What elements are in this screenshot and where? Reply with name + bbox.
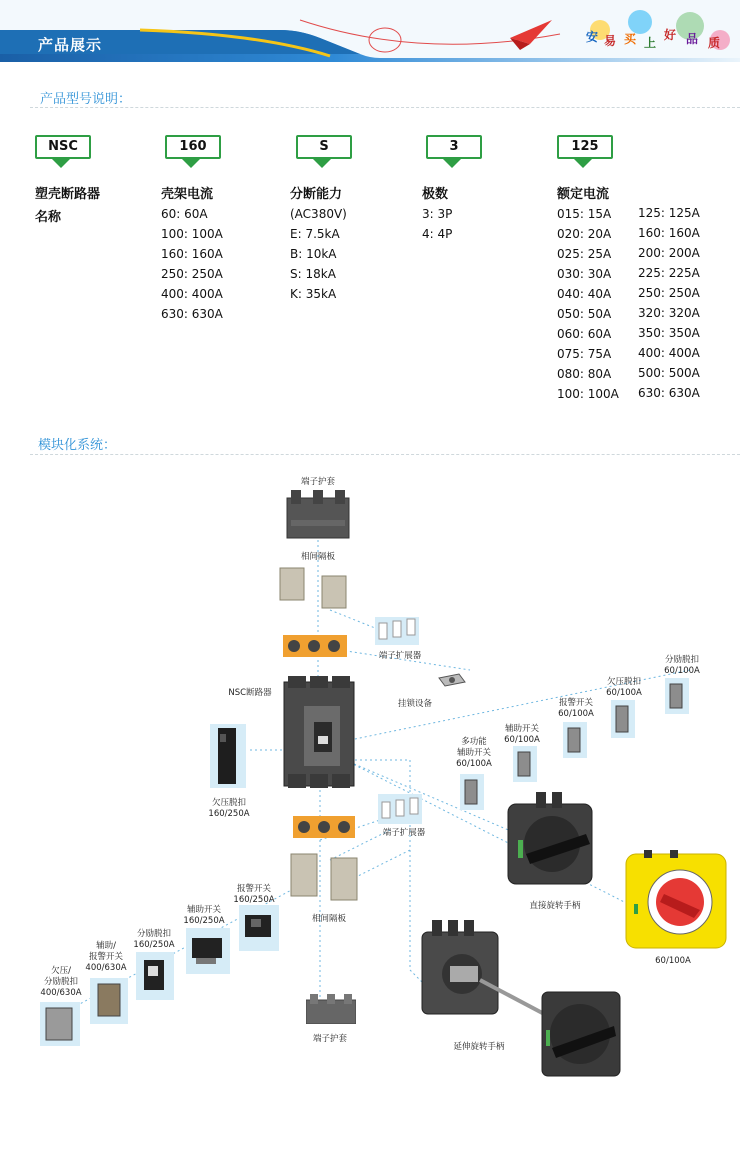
direct-rotary-handle [506, 790, 596, 886]
shunt-release-60 [665, 678, 689, 714]
phase-barrier-bottom [289, 852, 361, 902]
code-box-rated [557, 135, 613, 168]
slogan-char: 好 [664, 28, 677, 42]
label-line: 分励脱扣 [43, 977, 78, 987]
code-label: S [296, 135, 352, 159]
label-line: 160/250A [208, 809, 250, 819]
page-title: 产品展示 [38, 36, 103, 54]
label-line: 分励脱扣 [136, 929, 171, 939]
column-title: 壳架电流 [161, 187, 214, 202]
extended-rotary-handle [418, 918, 628, 1080]
column-line: 040: 40A [557, 287, 612, 301]
slogan-char: 易 [604, 34, 617, 48]
label-undervoltage-160 [204, 798, 254, 820]
label-line: 报警开关 [558, 698, 593, 708]
label-alarm-160 [232, 884, 276, 906]
label-line: 辅助开关 [504, 724, 539, 734]
column-line: 400: 400A [638, 346, 700, 360]
label-line: 欠压脱扣 [606, 677, 641, 687]
nsc-breaker [282, 676, 356, 790]
column-line: 500: 500A [638, 366, 700, 380]
label-phase-barrier-top: 相间隔板 [300, 552, 335, 562]
slogan [586, 18, 736, 58]
slogan-char: 质 [708, 36, 721, 50]
column-line: 080: 80A [557, 367, 612, 381]
label-shunt-160 [132, 929, 176, 951]
column-line: 350: 350A [638, 326, 700, 340]
column-line: 200: 200A [638, 246, 700, 260]
code-label: 160 [165, 135, 221, 159]
arrow-down-icon [574, 159, 592, 168]
label-line: 400/630A [40, 988, 82, 998]
code-box-breaking [296, 135, 352, 168]
column-poles [422, 183, 522, 244]
column-line: S: 18kA [290, 267, 336, 281]
label-line: 160/250A [133, 940, 175, 950]
alarm-switch-60 [563, 722, 587, 758]
terminal-cover-top [285, 490, 351, 542]
column-line: 075: 75A [557, 347, 612, 361]
column-line: 名称 [35, 210, 62, 225]
uv-shunt-release-400 [40, 1002, 80, 1046]
label-breaker: NSC断路器 [228, 688, 272, 698]
column-line: 250: 250A [638, 286, 700, 300]
column-line: 025: 25A [557, 247, 612, 261]
aux-switch-60 [513, 746, 537, 782]
terminal-expander-top [375, 617, 419, 645]
label-shunt-60 [660, 655, 704, 677]
column-rated-2 [638, 203, 728, 403]
code-box-poles [426, 135, 482, 168]
label-multi-aux [452, 737, 496, 770]
terminal-cover-bottom [306, 994, 356, 1024]
shunt-release-160 [136, 952, 174, 1000]
label-aux-60 [500, 724, 544, 746]
multi-aux-switch-60 [460, 774, 484, 810]
column-line: 050: 50A [557, 307, 612, 321]
column-rated [557, 183, 637, 404]
label-line: 400/630A [85, 963, 127, 973]
column-line: (AC380V) [290, 207, 347, 221]
label-uv-shunt-400 [36, 966, 86, 999]
model-section-label: 产品型号说明： [40, 92, 132, 107]
slogan-char: 品 [686, 32, 699, 46]
column-line: 250: 250A [161, 267, 223, 281]
label-alarm-60 [554, 698, 598, 720]
divider [30, 107, 740, 108]
arrow-down-icon [52, 159, 70, 168]
column-line: 60: 60A [161, 207, 208, 221]
slogan-char: 买 [624, 32, 637, 46]
column-line: 630: 630A [638, 386, 700, 400]
label-terminal-expander-bottom: 端子扩展器 [382, 828, 426, 838]
column-title: 额定电流 [557, 187, 610, 202]
column-line: 225: 225A [638, 266, 700, 280]
label-line: 报警开关 [88, 952, 123, 962]
undervoltage-release-60 [611, 700, 635, 738]
label-line: 辅助/ [96, 941, 116, 951]
label-padlock: 挂锁设备 [397, 699, 432, 709]
label-undervoltage-60 [602, 677, 646, 699]
column-line: E: 7.5kA [290, 227, 340, 241]
label-phase-barrier-bottom: 相间隔板 [311, 914, 346, 924]
label-extended-handle: 延伸旋转手柄 [453, 1042, 505, 1052]
label-line: 欠压/ [51, 966, 71, 976]
column-line: 125: 125A [638, 206, 700, 220]
label-line: 60/100A [504, 735, 540, 745]
column-title: 分断能力 [290, 187, 343, 202]
column-title: 极数 [422, 187, 449, 202]
slogan-char: 安 [586, 30, 599, 44]
label-line: 60/100A [456, 759, 492, 769]
label-line: 辅助开关 [186, 905, 221, 915]
code-box-frame [165, 135, 221, 168]
divider [30, 454, 740, 455]
label-line: 160/250A [183, 916, 225, 926]
aux-alarm-switch-400 [90, 978, 128, 1024]
arrow-down-icon [182, 159, 200, 168]
label-terminal-cover-bottom: 端子护套 [312, 1034, 347, 1044]
column-line: 100: 100A [557, 387, 619, 401]
label-aux-160 [182, 905, 226, 927]
column-breaking [290, 183, 410, 304]
code-label: NSC [35, 135, 91, 159]
terminal-pads-top [283, 635, 347, 657]
yellow-rotary-handle-60 [624, 850, 728, 950]
column-line: 160: 160A [638, 226, 700, 240]
column-line: 4: 4P [422, 227, 453, 241]
arrow-down-icon [443, 159, 461, 168]
connector-lines [0, 460, 740, 1160]
terminal-expander-bottom [378, 794, 422, 824]
column-line: B: 10kA [290, 247, 337, 261]
column-line: K: 35kA [290, 287, 337, 301]
padlock-device [437, 670, 467, 690]
column-line: 400: 400A [161, 287, 223, 301]
column-line: 160: 160A [161, 247, 223, 261]
arrow-down-icon [313, 159, 331, 168]
label-line: 160/250A [233, 895, 275, 905]
label-direct-handle: 直接旋转手柄 [529, 901, 581, 911]
label-line: 多功能 [461, 737, 487, 747]
slogan-char: 上 [644, 36, 657, 50]
label-line: 辅助开关 [456, 748, 491, 758]
label-handle-60: 60/100A [655, 956, 691, 966]
terminal-pads-bottom [293, 816, 355, 838]
column-line: 030: 30A [557, 267, 612, 281]
code-label: 125 [557, 135, 613, 159]
column-line: 3: 3P [422, 207, 453, 221]
column-name [35, 183, 155, 225]
column-title: 塑壳断路器 [35, 187, 101, 202]
column-line: 320: 320A [638, 306, 700, 320]
code-label: 3 [426, 135, 482, 159]
label-line: 60/100A [664, 666, 700, 676]
label-line: 欠压脱扣 [211, 798, 246, 808]
phase-barrier-top [278, 566, 358, 612]
code-box-name [35, 135, 91, 168]
label-line: 报警开关 [236, 884, 271, 894]
alarm-switch-160 [239, 905, 279, 951]
undervoltage-release-160 [210, 724, 246, 788]
aux-switch-160 [186, 928, 230, 974]
label-aux-alarm-400 [82, 941, 130, 974]
column-line: 020: 20A [557, 227, 612, 241]
column-line: 015: 15A [557, 207, 612, 221]
label-line: 60/100A [606, 688, 642, 698]
label-line: 分励脱扣 [664, 655, 699, 665]
label-terminal-cover-top: 端子护套 [300, 477, 335, 487]
label-line: 60/100A [558, 709, 594, 719]
modular-section-label: 模块化系统： [38, 438, 117, 453]
column-line: 060: 60A [557, 327, 612, 341]
column-line: 630: 630A [161, 307, 223, 321]
column-line: 100: 100A [161, 227, 223, 241]
label-terminal-expander-top: 端子扩展器 [378, 651, 422, 661]
column-frame [161, 183, 281, 324]
